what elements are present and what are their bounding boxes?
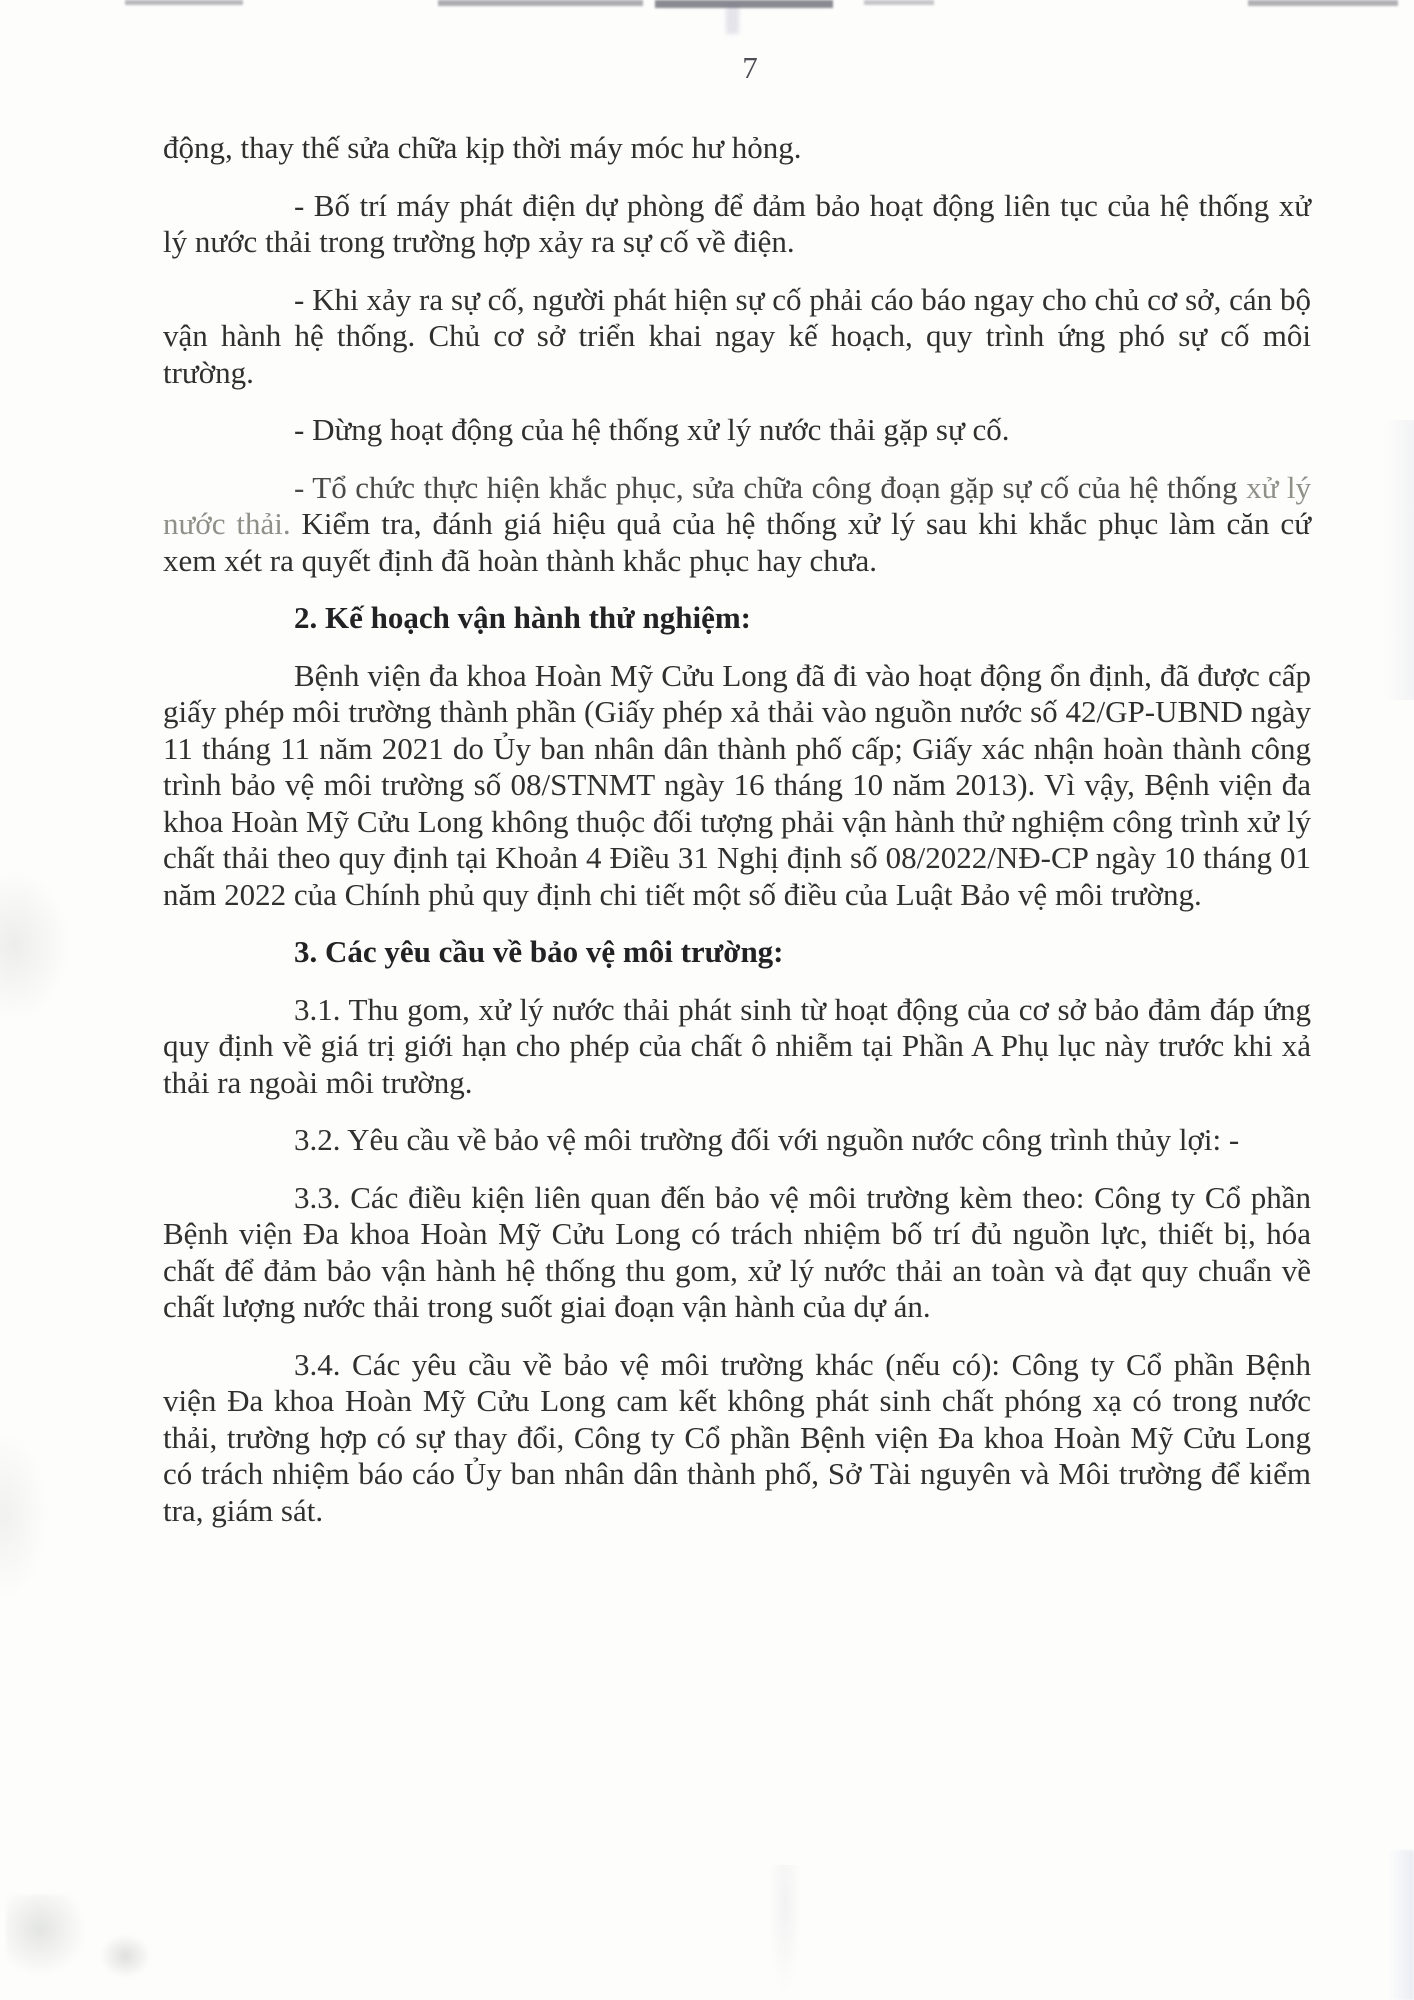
scan-smudge-top-mid-right <box>864 0 934 5</box>
scan-speck-bottom-left-1 <box>6 1895 91 1980</box>
paragraph-3-2: 3.2. Yêu cầu về bảo vệ môi trường đối với nguồn nước công trình thủy lợi: - <box>294 1122 1240 1157</box>
paragraph-3-3: 3.3. Các điều kiện liên quan đến bảo vệ môi trường kèm theo: Công ty Cổ phần Bệnh viện Đa khoa Hoàn Mỹ Cửu Long có trách nhiệm bố trí đủ nguồn lực, thiết bị, hóa chất để đảm bảo vận hành hệ thống thu gom, xử lý nước thải an toàn và đạt quy chuẩn về chất lượng nước thải trong suốt giai đoạn vận hành của dự án. <box>163 1179 1311 1324</box>
scan-blotch-left-upper <box>0 870 70 1020</box>
scan-smudge-top-mid-left <box>438 0 643 6</box>
bullet-remediation-segment-2-faded: xử lý nước thải. <box>163 469 1311 541</box>
bullet-remediation-segment-1: - Tổ chức thực hiện khắc phục, sửa chữa công đoạn gặp sự cố của hệ thống <box>294 469 1238 505</box>
scan-speck-bottom-center <box>768 1865 802 1995</box>
section-3-heading: 3. Các yêu cầu về bảo vệ môi trường: <box>294 934 784 969</box>
scan-smudge-top-right <box>1248 0 1398 6</box>
paragraph-3-1: 3.1. Thu gom, xử lý nước thải phát sinh từ hoạt động của cơ sở bảo đảm đáp ứng quy định về giá trị giới hạn cho phép của chất ô nhiễm tại Phần A Phụ lục này trước khi xả thải ra ngoài môi trường. <box>163 991 1311 1100</box>
scan-smudge-top-center-drip <box>726 6 739 34</box>
bullet-remediation <box>163 470 1311 580</box>
bullet-backup-generator: - Bố trí máy phát điện dự phòng để đảm bảo hoạt động liên tục của hệ thống xử lý nước thải trong trường hợp xảy ra sự cố về điện. <box>163 187 1311 259</box>
scan-blotch-left-lower <box>0 1430 48 1600</box>
paragraph-continuation: động, thay thế sửa chữa kịp thời máy móc hư hỏng. <box>163 130 802 165</box>
scan-shadow-right-middle <box>1384 420 1414 700</box>
section-2-paragraph: Bệnh viện đa khoa Hoàn Mỹ Cửu Long đã đi vào hoạt động ổn định, đã được cấp giấy phép môi trường thành phần (Giấy phép xả thải vào nguồn nước số 42/GP-UBND ngày 11 tháng 11 năm 2021 do Ủy ban nhân dân thành phố cấp; Giấy xác nhận hoàn thành công trình bảo vệ môi trường số 08/STNMT ngày 16 tháng 10 năm 2013). Vì vậy, Bệnh viện đa khoa Hoàn Mỹ Cửu Long không thuộc đối tượng phải vận hành thử nghiệm công trình xử lý chất thải theo quy định tại Khoản 4 Điều 31 Nghị định số 08/2022/NĐ-CP ngày 10 tháng 01 năm 2022 của Chính phủ quy định chi tiết một số điều của Luật Bảo vệ môi trường. <box>163 657 1311 912</box>
scan-shadow-right-bottom <box>1388 1850 1414 2000</box>
bullet-incident-reporting: - Khi xảy ra sự cố, người phát hiện sự cố phải cáo báo ngay cho chủ cơ sở, cán bộ vận hành hệ thống. Chủ cơ sở triển khai ngay kế hoạch, quy trình ứng phó sự cố môi trường. <box>163 281 1311 390</box>
scan-smudge-top-left <box>125 0 243 5</box>
page-number: 7 <box>742 50 758 85</box>
section-2-heading: 2. Kế hoạch vận hành thử nghiệm: <box>294 600 751 635</box>
bullet-remediation-segment-3: Kiểm tra, đánh giá hiệu quả của hệ thống xử lý sau khi khắc phục làm căn cứ xem xét ra quyết định đã hoàn thành khắc phục hay chưa. <box>163 506 1311 578</box>
document-body <box>163 130 1311 1529</box>
bullet-stop-system: - Dừng hoạt động của hệ thống xử lý nước thải gặp sự cố. <box>294 412 1010 447</box>
scan-speck-bottom-left-2 <box>98 1932 153 1980</box>
paragraph-3-4: 3.4. Các yêu cầu về bảo vệ môi trường khác (nếu có): Công ty Cổ phần Bệnh viện Đa khoa Hoàn Mỹ Cửu Long cam kết không phát sinh chất phóng xạ có trong nước thải, trường hợp có sự thay đổi, Công ty Cổ phần Bệnh viện Đa khoa Hoàn Mỹ Cửu Long có trách nhiệm báo cáo Ủy ban nhân dân thành phố, Sở Tài nguyên và Môi trường để kiểm tra, giám sát. <box>163 1346 1311 1528</box>
scan-smudge-top-center <box>655 0 833 8</box>
